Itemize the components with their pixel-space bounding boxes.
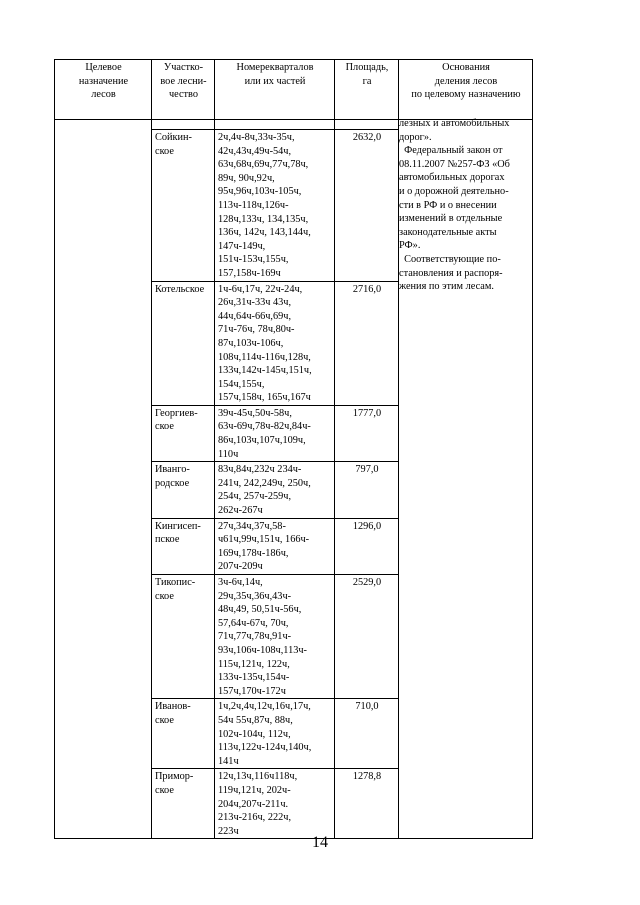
area-value: 2716,0 — [335, 281, 399, 405]
basis-line: и о дорожной деятельно- — [399, 185, 509, 197]
forestry-name: Сойкин- ское — [152, 130, 215, 282]
quarter-numbers: 27ч,34ч,37ч,58- ч61ч,99ч,151ч, 166ч- 169ч,178ч-186ч, 207ч-209ч — [215, 518, 335, 574]
basis-line: сти в РФ и о внесении — [399, 199, 497, 211]
forestry-name: Тикопис- ское — [152, 575, 215, 699]
forestry-name: Георгиев- ское — [152, 405, 215, 461]
basis-continuation-text: лезных и автомобильных — [399, 118, 510, 129]
forest-table — [54, 59, 533, 839]
forestry-name: Иванго- родское — [152, 462, 215, 518]
header-area: Площадь, га — [335, 60, 399, 120]
quarter-numbers: 83ч,84ч,232ч 234ч- 241ч, 242,249ч, 250ч, 254ч, 257ч-259ч, 262ч-267ч — [215, 462, 335, 518]
quarter-numbers: 2ч,4ч-8ч,33ч-35ч, 42ч,43ч,49ч-54ч, 63ч,68ч,69ч,77ч,78ч, 89ч, 90ч,92ч, 95ч,96ч,103ч-105ч, 113ч-118ч,126ч- 128ч,133ч, 134,135ч, 136ч, 142ч, 143,144ч, 147ч-149ч, 151ч-153ч,155ч, 157,158ч-169ч — [215, 130, 335, 282]
area-value: 2632,0 — [335, 130, 399, 282]
continuation-row — [55, 120, 533, 130]
page-number: 14 — [312, 834, 328, 851]
basis-cell — [399, 120, 533, 839]
header-quarters: Номерекварталов или их частей — [215, 60, 335, 120]
basis-line: 08.11.2007 №257-ФЗ «Об — [399, 158, 510, 170]
basis-line: автомобильных дорогах — [399, 172, 505, 184]
quarter-numbers: 12ч,13ч,116ч118ч, 119ч,121ч, 202ч- 204ч,207ч-211ч. 213ч-216ч, 222ч, 223ч — [215, 769, 335, 839]
basis-text — [399, 131, 532, 294]
quarter-numbers: 1ч-6ч,17ч, 22ч-24ч, 26ч,31ч-33ч 43ч, 44ч,64ч-66ч,69ч, 71ч-76ч, 78ч,80ч- 87ч,103ч-106ч, 108ч,114ч-116ч,128ч, 133ч,142ч-145ч,151ч, 154ч,155ч, 157ч,158ч, 165ч,167ч — [215, 281, 335, 405]
area-value: 797,0 — [335, 462, 399, 518]
quarter-numbers: 1ч,2ч,4ч,12ч,16ч,17ч, 54ч 55ч,87ч, 88ч, 102ч-104ч, 112ч, 113ч,122ч-124ч,140ч, 141ч — [215, 699, 335, 769]
area-value: 1777,0 — [335, 405, 399, 461]
forestry-name: Котельское — [152, 281, 215, 405]
area-value: 1278,8 — [335, 769, 399, 839]
purpose-cell — [55, 120, 152, 839]
area-value: 2529,0 — [335, 575, 399, 699]
area-value: 1296,0 — [335, 518, 399, 574]
header-basis: Основания деления лесов по целевому назначению — [399, 60, 533, 120]
forestry-name: Примор- ское — [152, 769, 215, 839]
header-forestry: Участко- вое лесни- чество — [152, 60, 215, 120]
basis-line: становления и распоря- — [399, 267, 503, 279]
basis-line: Соответствующие по- — [399, 253, 501, 265]
basis-line: дорог». — [399, 131, 432, 143]
basis-line: РФ». — [399, 240, 421, 252]
basis-line: жения по этим лесам. — [399, 281, 494, 293]
forestry-name: Кингисеп- пское — [152, 518, 215, 574]
forestry-name: Иванов- ское — [152, 699, 215, 769]
basis-line: законодательные акты — [399, 226, 497, 238]
area-value: 710,0 — [335, 699, 399, 769]
table-header-row — [55, 60, 533, 120]
basis-line: Федеральный закон от — [399, 145, 503, 157]
quarter-numbers: 3ч-6ч,14ч, 29ч,35ч,36ч,43ч- 48ч,49, 50,51ч-56ч, 57,64ч-67ч, 70ч, 71ч,77ч,78ч,91ч- 93ч,106ч-108ч,113ч- 115ч,121ч, 122ч, 133ч-135ч,154ч- 157ч,170ч-172ч — [215, 575, 335, 699]
basis-line: изменений в отдельные — [399, 213, 503, 225]
header-purpose: Целевое назначение лесов — [55, 60, 152, 120]
quarter-numbers: 39ч-45ч,50ч-58ч, 63ч-69ч,78ч-82ч,84ч- 86ч,103ч,107ч,109ч, 110ч — [215, 405, 335, 461]
